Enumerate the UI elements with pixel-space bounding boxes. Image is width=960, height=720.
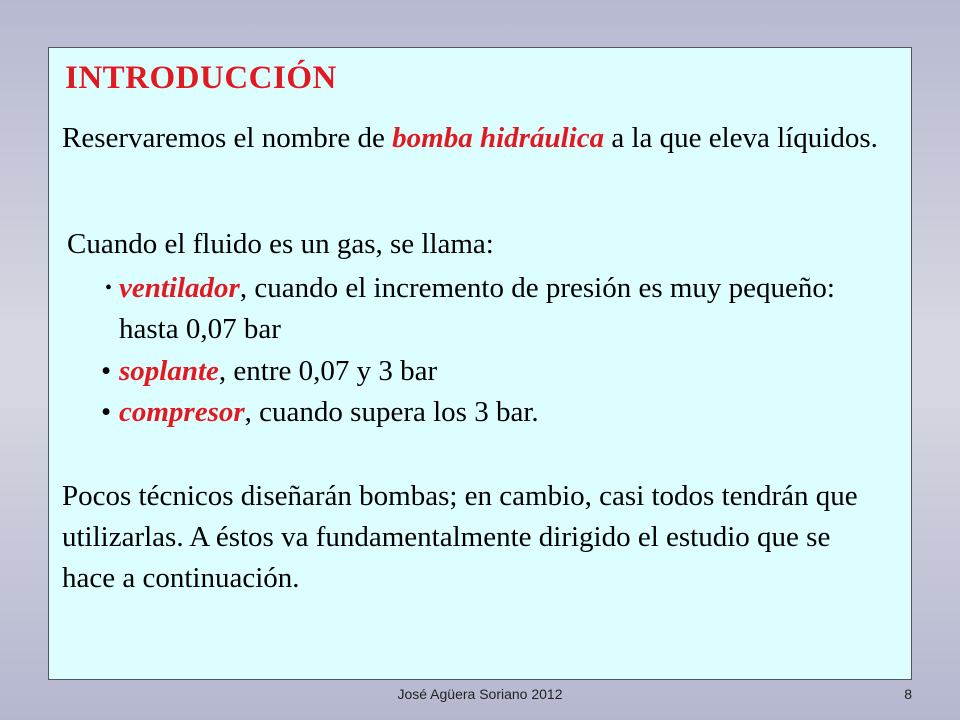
bullet-text [101,268,891,350]
list-item-soplante [101,351,891,392]
page-number: 8 [904,686,912,702]
ventilador-description: , cuando el incremento de presión es muy pequeño: hasta 0,07 bar [119,272,835,345]
gas-types-list-rest [101,351,891,433]
slide-title: INTRODUCCIÓN [65,60,337,96]
list-item-ventilador [101,268,891,350]
bullet-icon: • [101,396,112,428]
term-compresor: compresor [119,396,245,428]
compresor-description: , cuando supera los 3 bar. [244,396,539,428]
list-item-compresor [101,392,891,433]
intro-text-before: Reservaremos el nombre de [62,122,393,154]
footer-author: José Agüera Soriano 2012 [397,686,563,702]
term-soplante: soplante [119,355,219,387]
soplante-description: , entre 0,07 y 3 bar [218,355,438,387]
gas-types-list-first [101,268,891,350]
intro-paragraph [62,118,907,159]
intro-text-after: a la que eleva líquidos. [604,122,878,154]
slide-panel [48,47,912,680]
bullet-text [101,392,891,433]
intro-term-bomba-hidraulica: bomba hidráulica [392,122,605,154]
closing-paragraph: Pocos técnicos diseñarán bombas; en cambio, casi todos tendrán que utilizarlas. A éstos va fundamentalmente dirigido el estudio que se hace a continuación. [62,480,858,594]
term-ventilador: ventilador [119,272,240,304]
bullet-icon: • [105,277,113,299]
bullet-icon: • [101,355,112,387]
bullet-text [101,351,891,392]
gas-intro-line: Cuando el fluido es un gas, se llama: [67,228,494,260]
